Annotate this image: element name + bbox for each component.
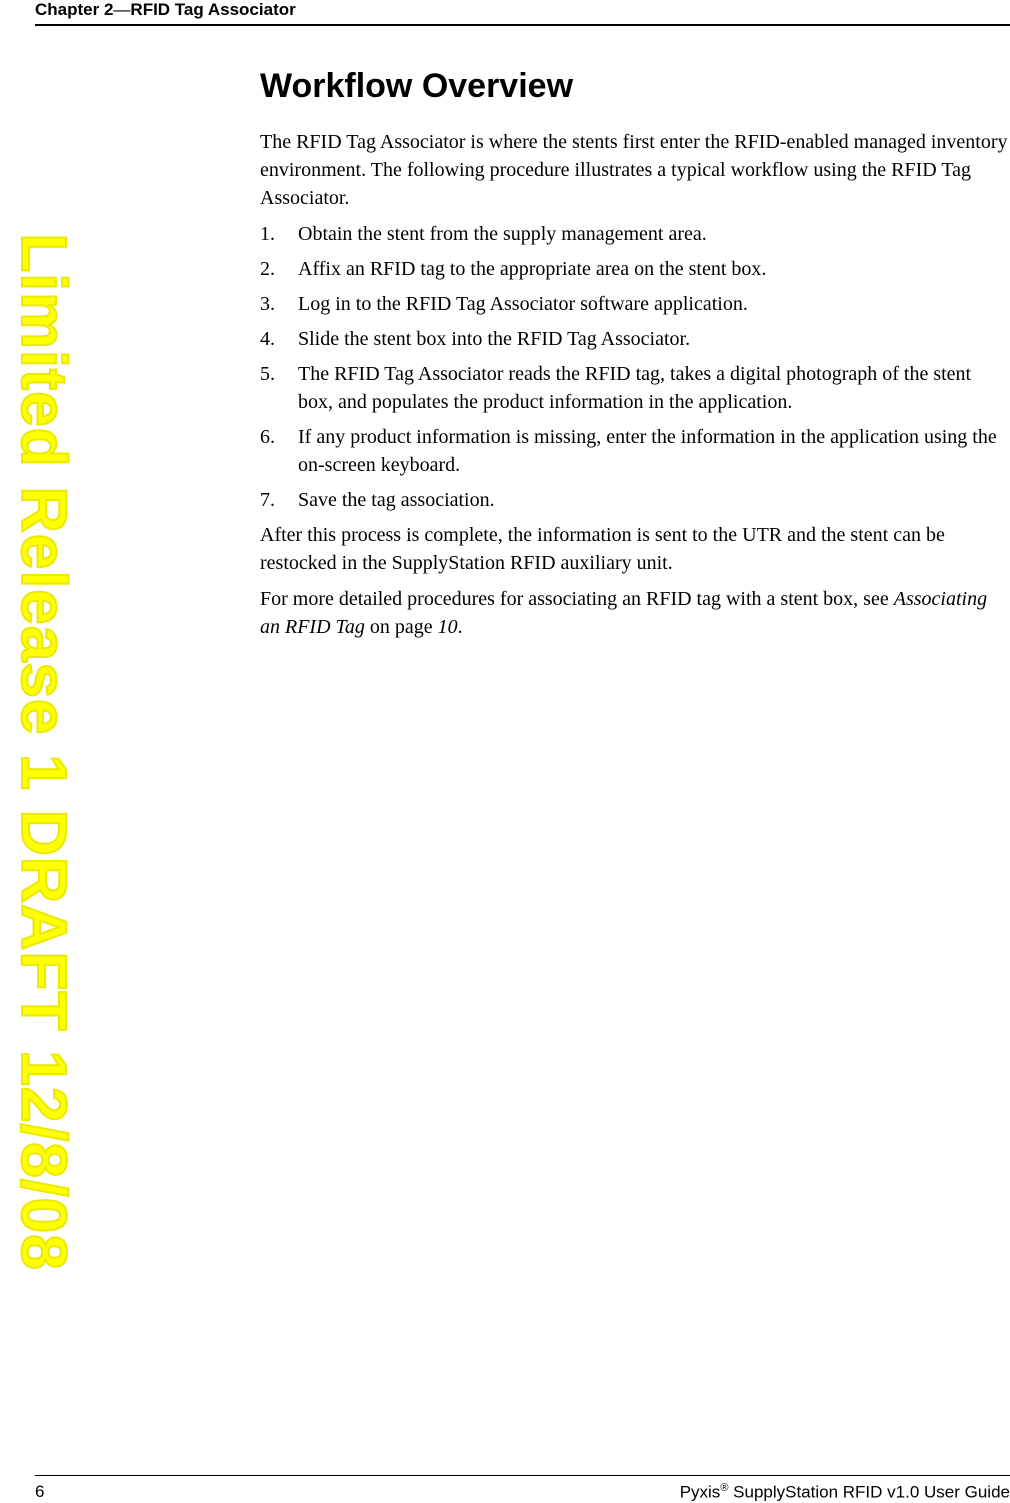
page-footer — [35, 1475, 1010, 1502]
page-header — [35, 0, 1010, 26]
step-number: 7. — [260, 489, 275, 511]
step-text: If any product information is missing, enter the information in the application using the on-screen keyboard. — [298, 426, 997, 476]
registered-mark: ® — [720, 1482, 729, 1494]
draft-watermark — [8, 233, 80, 1271]
step-number: 2. — [260, 258, 275, 280]
step-number: 4. — [260, 328, 275, 350]
more-info-end: . — [457, 616, 463, 638]
more-info-paragraph — [260, 585, 1010, 641]
step-item — [260, 255, 1010, 283]
page-number: 6 — [35, 1482, 45, 1501]
more-info-prefix: For more detailed procedures for associating an RFID tag with a stent box, see — [260, 588, 894, 610]
brand-name: Pyxis — [679, 1482, 721, 1502]
cross-reference-page[interactable]: 10 — [437, 616, 458, 638]
section-heading: Workflow Overview — [260, 67, 574, 105]
watermark-text: Limited Release 1 DRAFT 12/8/08 — [8, 233, 80, 1271]
step-number: 1. — [260, 223, 275, 245]
step-number: 5. — [260, 363, 275, 385]
step-item — [260, 486, 1010, 514]
header-separator: — — [113, 0, 131, 19]
step-text: The RFID Tag Associator reads the RFID tag, takes a digital photograph of the stent box, and populates the product information in the application. — [298, 363, 972, 413]
more-info-mid: on page — [364, 616, 438, 638]
guide-name: SupplyStation RFID v1.0 User Guide — [728, 1482, 1010, 1502]
step-text: Log in to the RFID Tag Associator software application. — [298, 293, 748, 315]
after-paragraph: After this process is complete, the information is sent to the UTR and the stent can be restocked in the SupplyStation RFID auxiliary unit. — [260, 524, 945, 574]
step-number: 3. — [260, 293, 275, 315]
step-text: Obtain the stent from the supply management area. — [298, 223, 707, 245]
chapter-label: Chapter 2 — [35, 0, 114, 19]
intro-paragraph: The RFID Tag Associator is where the stents first enter the RFID-enabled managed inventory environment. The following procedure illustrates a typical workflow using the RFID Tag Associator. — [260, 131, 1008, 209]
step-text: Affix an RFID tag to the appropriate area on the stent box. — [298, 258, 767, 280]
cross-reference-link[interactable]: Associating an RFID Tag — [260, 588, 988, 638]
workflow-steps — [260, 220, 1010, 514]
step-item — [260, 220, 1010, 248]
chapter-title: RFID Tag Associator — [130, 0, 296, 19]
step-text: Slide the stent box into the RFID Tag Associator. — [298, 328, 691, 350]
step-text: Save the tag association. — [298, 489, 495, 511]
step-number: 6. — [260, 426, 275, 448]
step-item — [260, 423, 1010, 479]
guide-title — [680, 1482, 1010, 1503]
step-item — [260, 325, 1010, 353]
main-content — [260, 62, 1010, 649]
step-item — [260, 360, 1010, 416]
step-item — [260, 290, 1010, 318]
